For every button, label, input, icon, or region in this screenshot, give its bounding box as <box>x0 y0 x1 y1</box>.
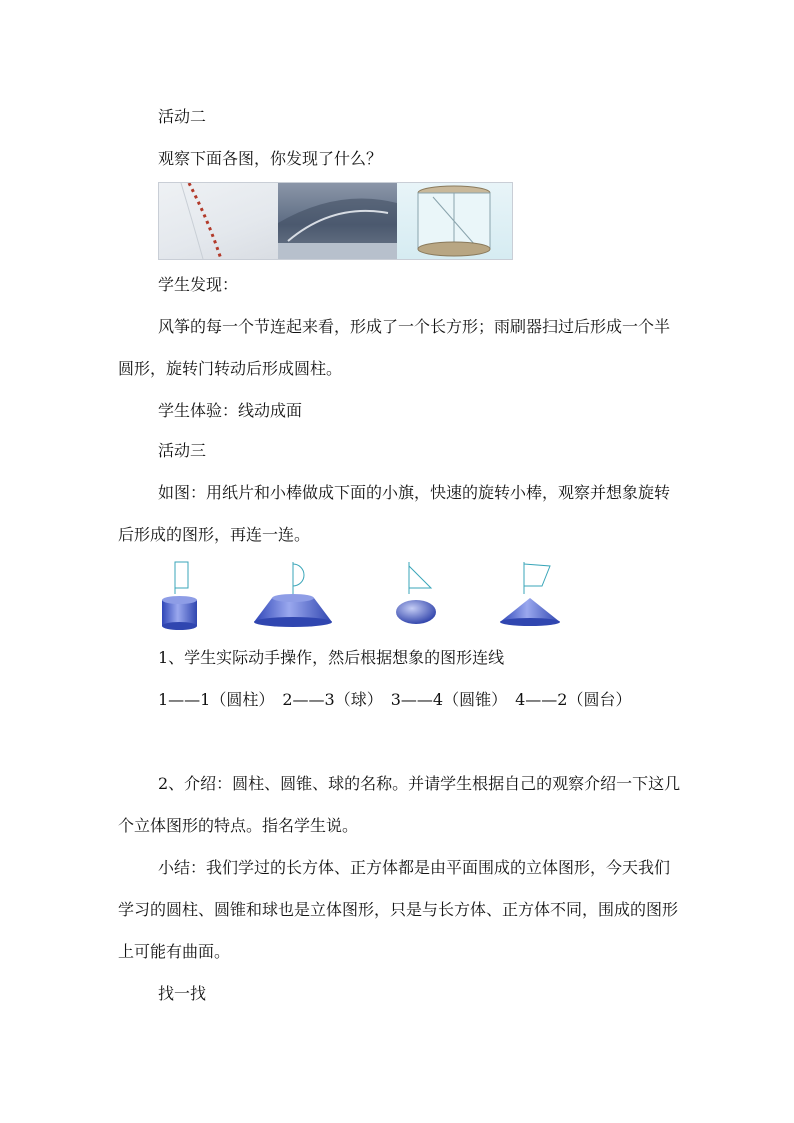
finding-text: 风筝的每一个节连起来看，形成了一个长方形；雨刷器扫过后形成一个半圆形，旋转门转动后形成圆柱。 <box>118 317 671 378</box>
flags-and-solids-figure <box>150 558 570 630</box>
sphere-icon <box>396 600 436 624</box>
photo-strip <box>158 182 513 260</box>
heading-activity-3: 活动三 <box>158 441 207 460</box>
revolving-door-icon <box>397 183 512 259</box>
kite-photo <box>159 183 278 259</box>
instruction-text: 如图：用纸片和小棒做成下面的小旗，快速的旋转小棒，观察并想象旋转后形成的图形，再连一连。 <box>118 483 671 544</box>
flag-3-icon <box>409 562 431 594</box>
cone-icon <box>500 598 560 626</box>
revolving-door-photo <box>397 183 512 259</box>
flag-1-icon <box>175 562 188 594</box>
flag-2-icon <box>293 562 304 594</box>
step-1-text: 1、学生实际动手操作，然后根据想象的图形连线 <box>158 648 505 667</box>
find-heading: 找一找 <box>158 984 207 1003</box>
flag-4-icon <box>524 562 550 594</box>
kite-icon <box>159 183 278 259</box>
step-2-text: 2、介绍：圆柱、圆锥、球的名称。并请学生根据自己的观察介绍一下这几个立体图形的特点。指名学生说。 <box>118 774 681 835</box>
experience-text: 学生体验：线动成面 <box>158 401 303 420</box>
wiper-photo <box>278 183 397 259</box>
answers-text: 1——1（圆柱） 2——3（球） 3——4（圆锥） 4——2（圆台） <box>158 690 632 709</box>
observe-prompt: 观察下面各图，你发现了什么？ <box>158 149 383 168</box>
cylinder-icon <box>162 596 197 630</box>
heading-activity-2: 活动二 <box>158 107 207 126</box>
summary-text: 小结：我们学过的长方体、正方体都是由平面围成的立体图形，今天我们学习的圆柱、圆锥和球也是立体图形，只是与长方体、正方体不同，围成的图形上可能有曲面。 <box>118 858 679 961</box>
students-found-label: 学生发现： <box>158 275 239 294</box>
frustum-icon <box>254 594 332 627</box>
car-wiper-icon <box>278 183 397 259</box>
